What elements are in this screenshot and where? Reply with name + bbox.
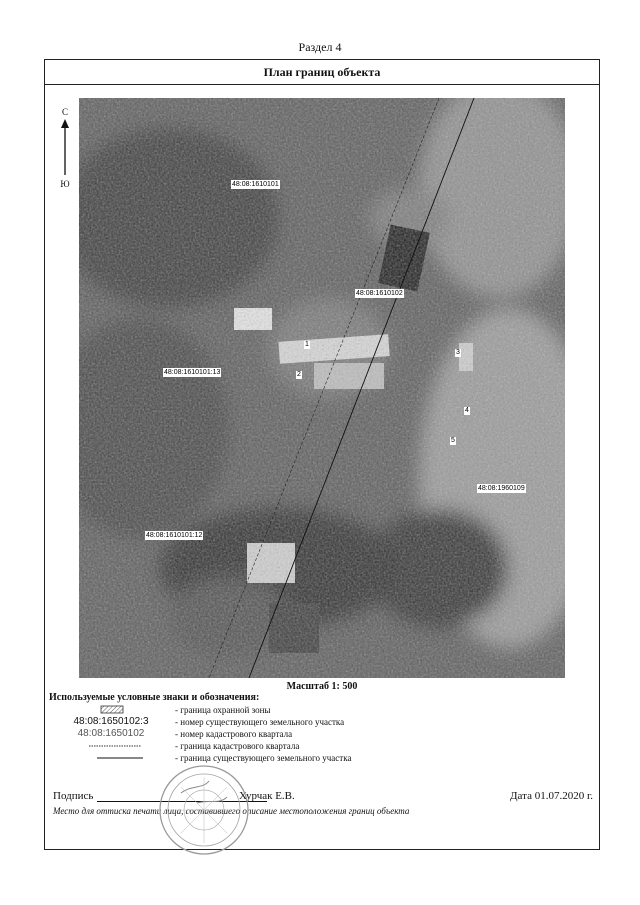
legend-title: Используемые условные знаки и обозначения: — [49, 692, 260, 703]
section-title: Раздел 4 — [298, 40, 342, 54]
quarter-boundary-symbol — [55, 740, 167, 752]
map-scale: Масштаб 1: 500 — [286, 681, 358, 692]
boundary-point: 1 — [305, 341, 309, 348]
parcel-label: 48:08:1610101:13 — [164, 369, 221, 376]
parcel-label: 48:08:1610101 — [232, 181, 279, 188]
protection-zone-symbol — [55, 704, 167, 716]
parcel-label: 48:08:1610102 — [356, 290, 403, 297]
parcel-label: 48:08:1610101:12 — [146, 532, 203, 539]
parcel-label: 48:08:1960109 — [478, 485, 525, 492]
boundary-point: 2 — [297, 371, 301, 378]
legend-description: - граница охранной зоны — [175, 705, 271, 715]
aerial-photo-image — [79, 98, 565, 678]
stamp-place-note: Место для оттиска печати лица, составившего описание местоположения границ объекта — [53, 806, 410, 816]
legend-description: - граница кадастрового квартала — [175, 741, 300, 751]
north-arrow-icon — [58, 119, 72, 177]
boundary-point: 5 — [451, 437, 455, 444]
legend-description: - граница существующего земельного участка — [175, 753, 352, 763]
round-stamp-image — [157, 763, 251, 857]
boundary-point: 3 — [456, 349, 460, 356]
aerial-photo — [79, 98, 565, 678]
document-date: Дата 01.07.2020 г. — [510, 790, 593, 802]
boundary-point: 4 — [465, 407, 469, 414]
compass-south-label: Ю — [60, 179, 70, 189]
plan-frame — [44, 59, 600, 850]
compass — [58, 107, 72, 189]
signature-row — [53, 790, 593, 804]
parcel-boundary-symbol — [55, 752, 167, 764]
plan-title: План границ объекта — [45, 60, 599, 85]
legend-description: - номер кадастрового квартала — [175, 729, 293, 739]
compass-north-label: С — [61, 107, 68, 117]
signature-label: Подпись — [53, 790, 94, 802]
quarter-number-symbol: 48:08:1650102 — [77, 728, 145, 739]
parcel-number-symbol: 48:08:1650102:3 — [73, 716, 149, 727]
signer-name: Хурчак Е.В. — [239, 790, 295, 802]
legend-description: - номер существующего земельного участка — [175, 717, 345, 727]
